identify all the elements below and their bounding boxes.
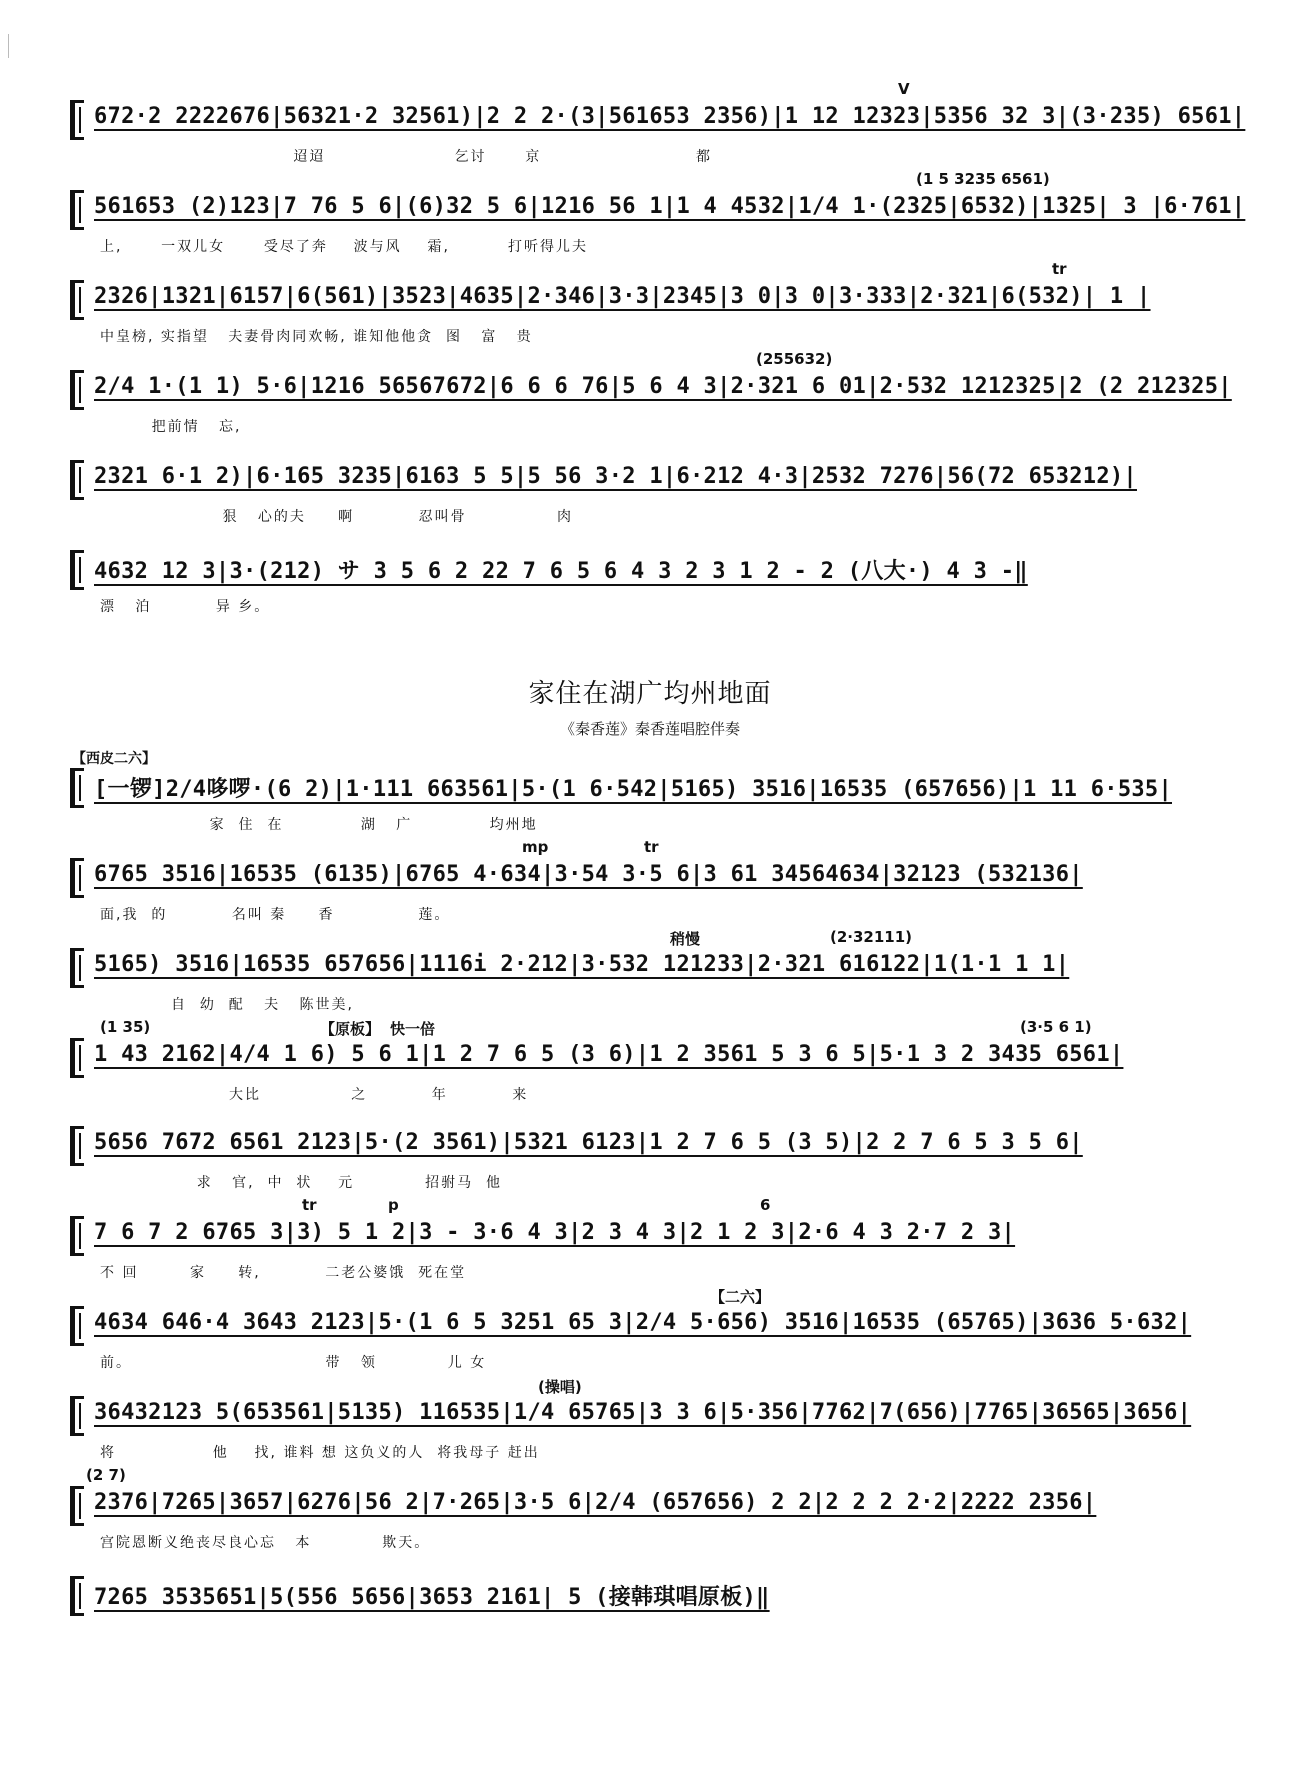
system-bracket — [70, 768, 84, 808]
piece-subtitle: 《秦香莲》秦香莲唱腔伴奏 — [559, 720, 740, 738]
notation-marking: (操唱) — [538, 1378, 582, 1396]
notation-marking: (1 5 3235 6561) — [916, 170, 1050, 188]
system-bracket — [70, 280, 84, 320]
jianpu-notes: 672·2 2222676|56321·2 32561)|2 2 2·(3|561653 2356)|1 12 12323|5356 32 3|(3·235) 6561| — [94, 104, 1246, 129]
piece-title: 家住在湖广均州地面 — [528, 679, 772, 709]
lyrics-line: 宫院恩断义绝丧尽良心忘 本 欺天。 — [100, 1535, 431, 1551]
jianpu-notes: 7 6 7 2 6765 3|3) 5 1 2|3 - 3·6 4 3|2 3 4 3|2 1 2 3|2·6 4 3 2·7 2 3| — [94, 1220, 1016, 1245]
notation-marking: (255632) — [756, 350, 833, 368]
lyrics-line: 将 他 找, 谁料 想 这负义的人 将我母子 赶出 — [100, 1445, 540, 1461]
notation-marking: tr — [302, 1196, 317, 1214]
lyrics-line: 上, 一双儿女 受尽了奔 波与风 霜, 打听得儿夫 — [100, 239, 588, 255]
system-bracket — [70, 1306, 84, 1346]
notation-marking: 【原板】 — [320, 1020, 381, 1038]
notation-marking: tr — [644, 838, 659, 856]
jianpu-notes: 5165) 3516|16535 657656|1116i 2·212|3·532 121233|2·321 616122|1(1·1 1 1| — [94, 952, 1070, 977]
system-bracket — [70, 550, 84, 590]
jianpu-notes: 36432123 5(653561|5135) 116535|1/4 65765|3 3 6|5·356|7762|7(656)|7765|36565|3656| — [94, 1400, 1192, 1425]
notation-marking: 快一倍 — [390, 1020, 436, 1038]
jianpu-notes: 7265 3535651|5(556 5656|3653 2161| 5 (接韩琪唱原板)‖ — [94, 1585, 770, 1610]
system-bracket — [70, 1038, 84, 1078]
lyrics-line: 大比 之 年 来 — [100, 1087, 529, 1103]
notation-marking: V — [898, 80, 910, 98]
notation-marking: tr — [1052, 260, 1067, 278]
jianpu-notes: 561653 (2)123|7 76 5 6|(6)32 5 6|1216 56 1|1 4 4532|1/4 1·(2325|6532)|1325| 3 |6·761| — [94, 194, 1246, 219]
system-bracket — [70, 460, 84, 500]
jianpu-notes: 5656 7672 6561 2123|5·(2 3561)|5321 6123|1 2 7 6 5 (3 5)|2 2 7 6 5 3 5 6| — [94, 1130, 1083, 1155]
scan-mark — [8, 34, 9, 58]
lyrics-line: 把前情 忘, — [100, 419, 242, 435]
notation-marking: (2 7) — [86, 1466, 126, 1484]
jianpu-notes: 2321 6·1 2)|6·165 3235|6163 5 5|5 56 3·2 1|6·212 4·3|2532 7276|56(72 653212)| — [94, 464, 1137, 489]
lyrics-line: 家 住 在 湖 广 均州地 — [100, 817, 538, 833]
system-bracket — [70, 1126, 84, 1166]
lyrics-line: 漂 泊 异 乡。 — [100, 599, 271, 615]
system-bracket — [70, 1576, 84, 1616]
system-bracket — [70, 1396, 84, 1436]
notation-marking: 稍慢 — [670, 930, 701, 948]
system-bracket — [70, 100, 84, 140]
lyrics-line: 狠 心的夫 啊 忍叫骨 肉 — [100, 509, 573, 525]
system-bracket — [70, 858, 84, 898]
notation-marking: p — [388, 1196, 399, 1214]
notation-marking: 6 — [760, 1196, 771, 1214]
notation-marking: (2·32111) — [830, 928, 913, 946]
lyrics-line: 面,我 的 名叫 秦 香 莲。 — [100, 907, 451, 923]
jianpu-notes: 2376|7265|3657|6276|56 2|7·265|3·5 6|2/4 (657656) 2 2|2 2 2 2·2|2222 2356| — [94, 1490, 1097, 1515]
system-bracket — [70, 1216, 84, 1256]
lyrics-line: 迢迢 乞讨 京 都 — [100, 149, 713, 165]
jianpu-notes: 6765 3516|16535 (6135)|6765 4·634|3·54 3·5 6|3 61 34564634|32123 (532136| — [94, 862, 1083, 887]
jianpu-notes: 1 43 2162|4/4 1 6) 5 6 1|1 2 7 6 5 (3 6)|1 2 3561 5 3 6 5|5·1 3 2 3435 6561| — [94, 1042, 1124, 1067]
system-bracket — [70, 190, 84, 230]
jianpu-notes: 2326|1321|6157|6(561)|3523|4635|2·346|3·3|2345|3 0|3 0|3·333|2·321|6(532)| 1 | — [94, 284, 1151, 309]
jianpu-notes: [一锣]2/4哆啰·(6 2)|1·111 663561|5·(1 6·542|5165) 3516|16535 (657656)|1 11 6·535| — [94, 777, 1172, 802]
lyrics-line: 中皇榜, 实指望 夫妻骨肉同欢畅, 谁知他他贪 图 富 贵 — [100, 329, 533, 345]
system-bracket — [70, 370, 84, 410]
lyrics-line: 不 回 家 转, 二老公婆饿 死在堂 — [100, 1265, 467, 1281]
lyrics-line: 求 官, 中 状 元 招驸马 他 — [100, 1175, 503, 1191]
notation-marking: (1 35) — [100, 1018, 151, 1036]
system-bracket — [70, 1486, 84, 1526]
notation-marking: (3·5 6 1) — [1020, 1018, 1092, 1036]
notation-marking: 【二六】 — [710, 1288, 771, 1306]
lyrics-line: 前。 带 领 儿 女 — [100, 1355, 487, 1371]
section-label: 【西皮二六】 — [72, 751, 156, 767]
jianpu-notes: 2/4 1·(1 1) 5·6|1216 56567672|6 6 6 76|5 6 4 3|2·321 6 01|2·532 1212325|2 (2 212325| — [94, 374, 1232, 399]
notation-marking: mp — [522, 838, 549, 856]
jianpu-notes: 4632 12 3|3·(212) サ 3 5 6 2 22 7 6 5 6 4 3 2 3 1 2 - 2 (八大·) 4 3 -‖ — [94, 559, 1028, 584]
lyrics-line: 自 幼 配 夫 陈世美, — [100, 997, 354, 1013]
jianpu-notes: 4634 646·4 3643 2123|5·(1 6 5 3251 65 3|2/4 5·656) 3516|16535 (65765)|3636 5·632| — [94, 1310, 1192, 1335]
system-bracket — [70, 948, 84, 988]
